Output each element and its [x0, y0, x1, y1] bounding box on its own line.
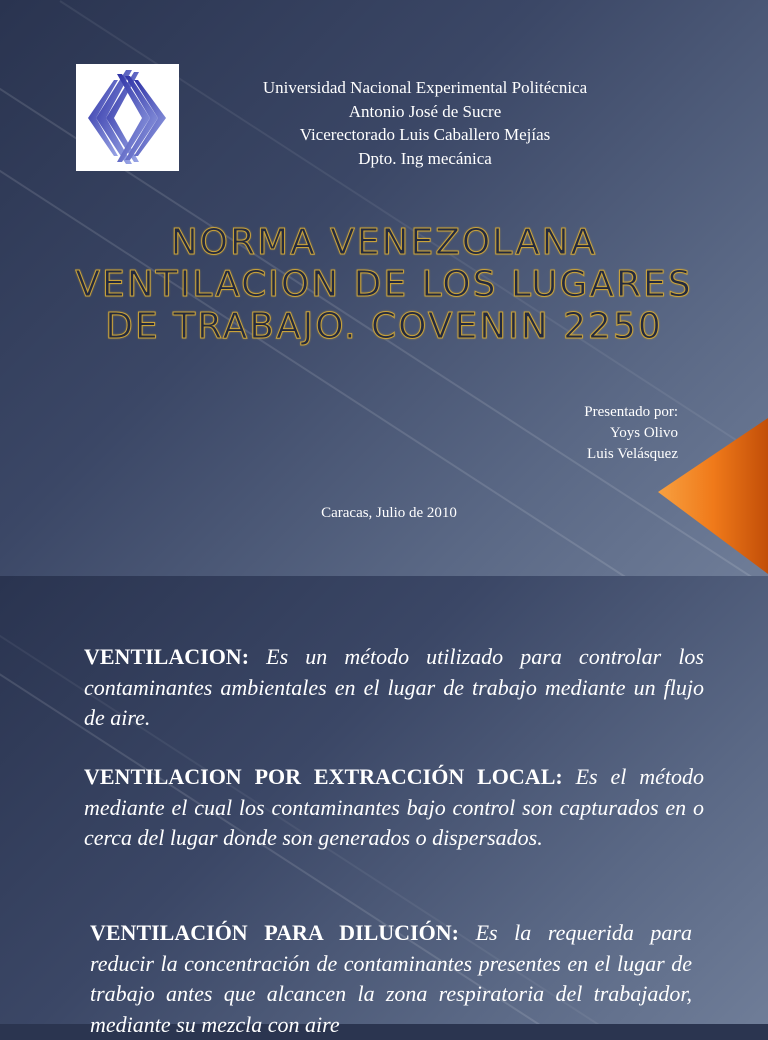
definition-ventilacion [84, 642, 704, 734]
orange-accent-triangle-icon [658, 418, 768, 574]
definition-term: VENTILACION POR EXTRACCIÓN LOCAL: [84, 764, 563, 789]
header-line: Universidad Nacional Experimental Politécnica [262, 78, 588, 97]
title-line: NORMA VENEZOLANA [170, 222, 598, 263]
definition-text: Es el método mediante el cual los contaminantes bajo control son capturados en o cerca del lugar donde son generados o dispersados. [84, 764, 705, 850]
definition-text: Es la requerida para reducir la concentración de contaminantes presentes en el lugar de trabajo antes que alcancen la zona respiratoria del trabajador, mediante su mezcla con aire [90, 920, 692, 1037]
title-line: DE TRABAJO. COVENIN 2250 [105, 306, 663, 347]
definition-text: Es un método utilizado para controlar los contaminantes ambientales en el lugar de trabajo mediante un flujo de aire. [84, 644, 704, 730]
definition-term: VENTILACION: [84, 644, 250, 669]
header-line: Antonio José de Sucre [348, 101, 502, 121]
title-line: VENTILACION DE LOS LUGARES [75, 264, 693, 305]
definition-extraccion-local [84, 762, 704, 854]
slide-title [30, 222, 738, 348]
presenters-label: Presentado por: [584, 404, 678, 420]
university-logo-icon [76, 64, 179, 171]
university-logo [76, 64, 179, 171]
presenter-name: Yoys Olivo [609, 425, 678, 441]
header-line: Vicerectorado Luis Caballero Mejías [299, 125, 551, 144]
institution-header [200, 76, 650, 170]
place-date: Caracas, Julio de 2010 [321, 505, 457, 521]
presenter-name: Luis Velásquez [587, 446, 678, 462]
header-line: Dpto. Ing mecánica [358, 148, 492, 168]
definition-term: VENTILACIÓN PARA DILUCIÓN: [90, 920, 459, 945]
definition-dilucion [90, 918, 692, 1040]
